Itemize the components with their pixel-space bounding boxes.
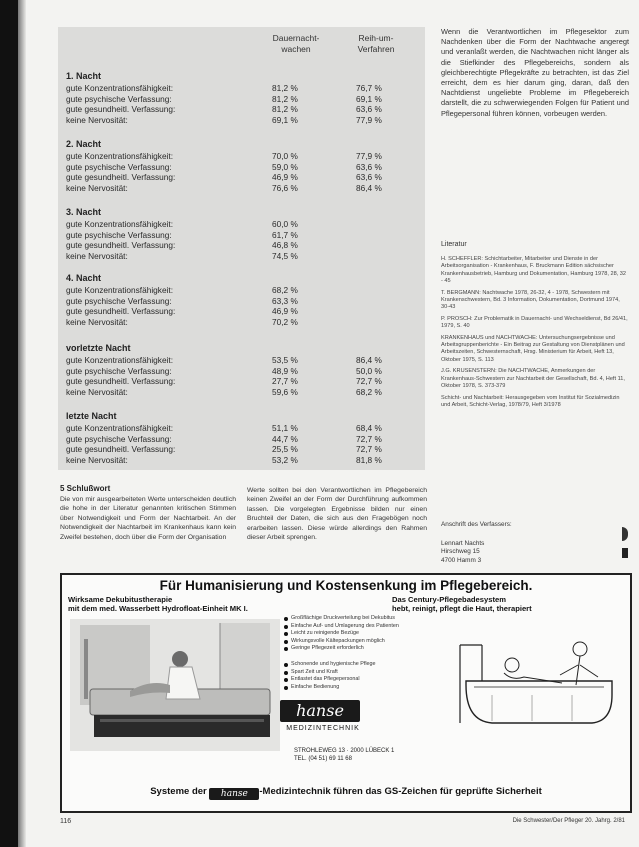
ad-subtitle-line: Wirksame Dekubitustherapie [68, 595, 173, 604]
literature-list [441, 256, 629, 413]
cell-reihum: 77,9 % [356, 114, 382, 125]
cell-dauernachtwachen: 61,7 % [272, 229, 298, 240]
cell-reihum: 63,6 % [356, 172, 382, 182]
hanse-logo: hanse [280, 700, 360, 722]
table-row [66, 151, 421, 162]
table-row [66, 317, 421, 328]
ad-feature-item: Entlastet das Pflegepersonal [284, 676, 414, 684]
row-label: gute psychische Verfassung: [66, 229, 172, 240]
cell-dauernachtwachen: 59,6 % [272, 386, 298, 397]
table-row [66, 306, 421, 317]
table-row [66, 219, 421, 230]
table-row [66, 83, 421, 94]
ad-subtitle-left [68, 595, 308, 613]
scan-edge [0, 0, 18, 847]
literature-item: Schicht- und Nachtarbeit: Herausgegeben vom Institut für Sozialmedizin und Arbeit, Schicht-Verlag, 1978/79, Heft 3/1978 [441, 394, 620, 408]
table-row [66, 162, 421, 173]
results-table [58, 27, 425, 470]
table-row [66, 455, 421, 466]
table-row [66, 115, 421, 126]
literature-item: T. BERGMANN: Nachtwache 1978, 26-32, 4 - 1978, Schwestern mit Krankenschwestern, Bd. 3 Information, Dokumentation, Dortmund 1974, 30-43 [441, 289, 620, 311]
cell-dauernachtwachen: 44,7 % [272, 433, 298, 444]
cell-reihum: 50,0 % [356, 365, 382, 376]
row-label: gute gesundheitl. Verfassung: [66, 172, 176, 182]
cell-reihum: 68,2 % [356, 386, 382, 397]
ad-footer [62, 786, 630, 800]
row-label: keine Nervosität: [66, 182, 128, 193]
cell-dauernachtwachen: 81,2 % [272, 104, 298, 114]
row-label: keine Nervosität: [66, 316, 128, 327]
table-row [66, 240, 421, 251]
table-section-title: 1. Nacht [66, 71, 102, 81]
page-number: 116 [60, 818, 72, 825]
row-label: gute Konzentrationsfähigkeit: [66, 83, 174, 93]
table-row [66, 172, 421, 183]
col-header-dauernachtwachen: Dauernacht- wachen [272, 33, 320, 54]
literature-item: H. SCHEFFLER: Schichtarbeiter, Mitarbeiter und Dienste in der Arbeitsorganisation - Krankenhaus, F. Bruckmann Edition sächsischer Krankenhausbetrieb, Hamburg und Dokumentation, Hamburg 1978, 28, 32 - 45 [441, 256, 627, 285]
table-row [66, 230, 421, 241]
row-label: gute psychische Verfassung: [66, 433, 172, 444]
ad-address [294, 747, 414, 763]
ad-address-line: TEL. (04 51) 69 11 68 [294, 756, 352, 762]
table-section-title: 2. Nacht [66, 139, 102, 149]
schlusswort-paragraph-1: Die von mir ausgearbeiteten Werte unterscheiden deutlich die hohe in der Literatur genannten kritischen Stimmen über Notwendigkeit und Form der Nachtarbeit. An der Notwendigkeit der Nachtarbeit im Krankenhaus kann kein Zweifel bestehen, doch über die Form der Organisation [60, 496, 236, 541]
ad-subtitle-line: mit dem med. Wasserbett Hydrofloat-Einheit MK I. [68, 604, 248, 613]
advertisement [60, 573, 632, 813]
row-label: gute gesundheitl. Verfassung: [66, 444, 176, 454]
cell-reihum: 77,9 % [356, 151, 382, 161]
cell-dauernachtwachen: 59,0 % [272, 161, 298, 172]
table-row [66, 434, 421, 445]
row-label: gute gesundheitl. Verfassung: [66, 240, 176, 250]
table-section-title: vorletzte Nacht [66, 343, 131, 353]
cell-reihum: 72,7 % [356, 376, 382, 386]
row-label: gute Konzentrationsfähigkeit: [66, 285, 174, 295]
cell-dauernachtwachen: 25,5 % [272, 444, 298, 454]
cell-dauernachtwachen: 63,3 % [272, 295, 298, 306]
cell-reihum: 63,6 % [356, 104, 382, 114]
print-register-mark [622, 548, 628, 558]
row-label: gute gesundheitl. Verfassung: [66, 376, 176, 386]
row-label: gute psychische Verfassung: [66, 161, 172, 172]
ad-feature-item: Einfache Auf- und Umlagerung des Patienten [284, 623, 414, 631]
table-row [66, 376, 421, 387]
row-label: keine Nervosität: [66, 250, 128, 261]
cell-reihum: 69,1 % [356, 93, 382, 104]
ad-feature-item: Spart Zeit und Kraft [284, 669, 414, 677]
cell-dauernachtwachen: 51,1 % [272, 423, 298, 433]
cell-reihum: 86,4 % [356, 182, 382, 193]
ad-feature-list [284, 615, 414, 691]
literature-item: KRANKENHAUS und NACHTWACHE: Untersuchungsergebnisse und Arbeitsgruppenberichte - Ein Beitrag zur Gestaltung von Dienstplänen und Arbeitszeiten, Schwesternschaft, Hrsg. Ministerium für Arbeit, Heft 13, Oktober 1975, S. 113 [441, 334, 625, 363]
table-row [66, 94, 421, 105]
cell-dauernachtwachen: 60,0 % [272, 219, 298, 229]
row-label: gute Konzentrationsfähigkeit: [66, 423, 174, 433]
cell-dauernachtwachen: 46,8 % [272, 240, 298, 250]
author-address [441, 521, 591, 565]
ad-feature-spacer [284, 653, 414, 661]
cell-dauernachtwachen: 53,5 % [272, 355, 298, 365]
row-label: keine Nervosität: [66, 114, 128, 125]
row-label: gute Konzentrationsfähigkeit: [66, 151, 174, 161]
ad-subtitle-line: hebt, reinigt, pflegt die Haut, therapiert [392, 604, 532, 613]
cell-reihum: 86,4 % [356, 355, 382, 365]
ad-footer-post: -Medizintechnik führen das GS-Zeichen für geprüfte Sicherheit [259, 786, 542, 797]
conclusion-paragraph: Wenn die Verantwortlichen im Pflegesektor zum Nachdenken über die Form der Nachtwache angeregt und veranlaßt werden, die Nachtwachen nicht länger als die Stiefkinder des Pflegebereichs, sondern als gleichberechtigte Pflegekräfte zu betrachten, ist das Ziel erreicht, dem es hier darum ging, daran, daß den Nachtdienst ungeliebte Probleme im Pflegebereich darstellt, die zu schwerwiegenden Folgen für Patient und Pflegepersonal führen können, vorbeugen werden. [441, 27, 629, 118]
cell-reihum: 63,6 % [356, 161, 382, 172]
hanse-mini-logo: hanse [209, 788, 259, 800]
ad-address-line: STROHLEWEG 13 · 2000 LÜBECK 1 [294, 748, 395, 754]
cell-dauernachtwachen: 46,9 % [272, 172, 298, 182]
table-row [66, 251, 421, 262]
cell-dauernachtwachen: 69,1 % [272, 114, 298, 125]
ad-subtitle-right [392, 595, 626, 613]
table-section-title: 4. Nacht [66, 273, 102, 283]
cell-dauernachtwachen: 70,2 % [272, 316, 298, 327]
ad-feature-item: Einfache Bedienung [284, 684, 414, 692]
cell-dauernachtwachen: 81,2 % [272, 93, 298, 104]
ad-feature-item: Schonende und hygienische Pflege [284, 661, 414, 669]
literature-item: P. PROSCH: Zur Problematik in Dauernacht- und Wechseldienst, Bd 26/41, 1979, S. 40 [441, 315, 628, 330]
cell-dauernachtwachen: 76,6 % [272, 182, 298, 193]
row-label: keine Nervosität: [66, 386, 128, 397]
row-label: gute psychische Verfassung: [66, 295, 172, 306]
author-line: Hirschweg 15 [441, 548, 480, 556]
table-section-title: letzte Nacht [66, 411, 117, 421]
hanse-logo-subtitle: MEDIZINTECHNIK [286, 725, 360, 732]
col-header-reihum: Reih-um- Verfahren [357, 33, 395, 54]
cell-dauernachtwachen: 27,7 % [272, 376, 298, 386]
running-footer: Die Schwester/Der Pfleger 20. Jahrg. 2/81 [512, 818, 625, 824]
table-row [66, 423, 421, 434]
cell-dauernachtwachen: 53,2 % [272, 454, 298, 465]
ad-footer-pre: Systeme der [150, 786, 207, 797]
ad-feature-item: Geringe Pflegezeit erforderlich [284, 645, 414, 653]
ad-feature-item: Wirkungsvolle Kältepackungen möglich [284, 638, 414, 646]
ad-subtitle-line: Das Century-Pflegebadesystem [392, 595, 506, 604]
table-row [66, 296, 421, 307]
cell-dauernachtwachen: 74,5 % [272, 250, 298, 261]
section-heading-schlusswort: 5 Schlußwort [60, 484, 111, 493]
scan-edge-gradient [18, 0, 26, 847]
cell-dauernachtwachen: 46,9 % [272, 306, 298, 316]
cell-reihum: 72,7 % [356, 433, 382, 444]
row-label: gute Konzentrationsfähigkeit: [66, 355, 174, 365]
print-register-mark [622, 527, 628, 541]
table-row [66, 366, 421, 377]
table-section-title: 3. Nacht [66, 207, 102, 217]
table-row [66, 355, 421, 366]
ad-title: Für Humanisierung und Kostensenkung im Pflegebereich. [159, 578, 533, 593]
bath-system-drawing [452, 625, 622, 731]
row-label: gute psychische Verfassung: [66, 93, 172, 104]
waterbed-photo [70, 619, 280, 751]
row-label: gute gesundheitl. Verfassung: [66, 306, 176, 316]
author-heading: Anschrift des Verfassers: [441, 521, 512, 528]
ad-feature-item: Leicht zu reinigende Bezüge [284, 630, 414, 638]
ad-feature-item: Großflächige Druckverteilung bei Dekubitus [284, 615, 414, 623]
table-row [66, 387, 421, 398]
schlusswort-paragraph-2: Werte sollten bei den Verantwortlichen im Pflegebereich keinen Zweifel an der Form der Durchführung aufkommen lassen. Die vorgelegten Ergebnisse bilden nur einen Bruchteil der Daten, die sich aus den Fragebögen noch erarbeiten lassen. Diese würde allerdings den Rahmen dieser Arbeit sprengen. [247, 487, 427, 542]
cell-dauernachtwachen: 48,9 % [272, 365, 298, 376]
row-label: gute gesundheitl. Verfassung: [66, 104, 176, 114]
author-line: 4700 Hamm 3 [441, 556, 482, 564]
table-row [66, 444, 421, 455]
author-line: Lennart Nachts [441, 539, 485, 547]
cell-dauernachtwachen: 81,2 % [272, 83, 298, 93]
cell-reihum: 72,7 % [356, 444, 382, 454]
row-label: keine Nervosität: [66, 454, 128, 465]
cell-dauernachtwachen: 70,0 % [272, 151, 298, 161]
cell-reihum: 81,8 % [356, 454, 382, 465]
table-row [66, 183, 421, 194]
row-label: gute Konzentrationsfähigkeit: [66, 219, 174, 229]
cell-dauernachtwachen: 68,2 % [272, 285, 298, 295]
cell-reihum: 68,4 % [356, 423, 382, 433]
table-row [66, 285, 421, 296]
literature-item: J.G. KRUSENSTERN: Die NACHTWACHE, Anmerkungen der Krankenhaus-Schwestern zur Nachtarbeit der Gesellschaft, Bd. 4, Heft 11, Oktober 1978, S. 373-379 [441, 368, 625, 390]
table-row [66, 104, 421, 115]
row-label: gute psychische Verfassung: [66, 365, 172, 376]
literature-heading: Literatur [441, 241, 467, 248]
cell-reihum: 76,7 % [356, 83, 382, 93]
